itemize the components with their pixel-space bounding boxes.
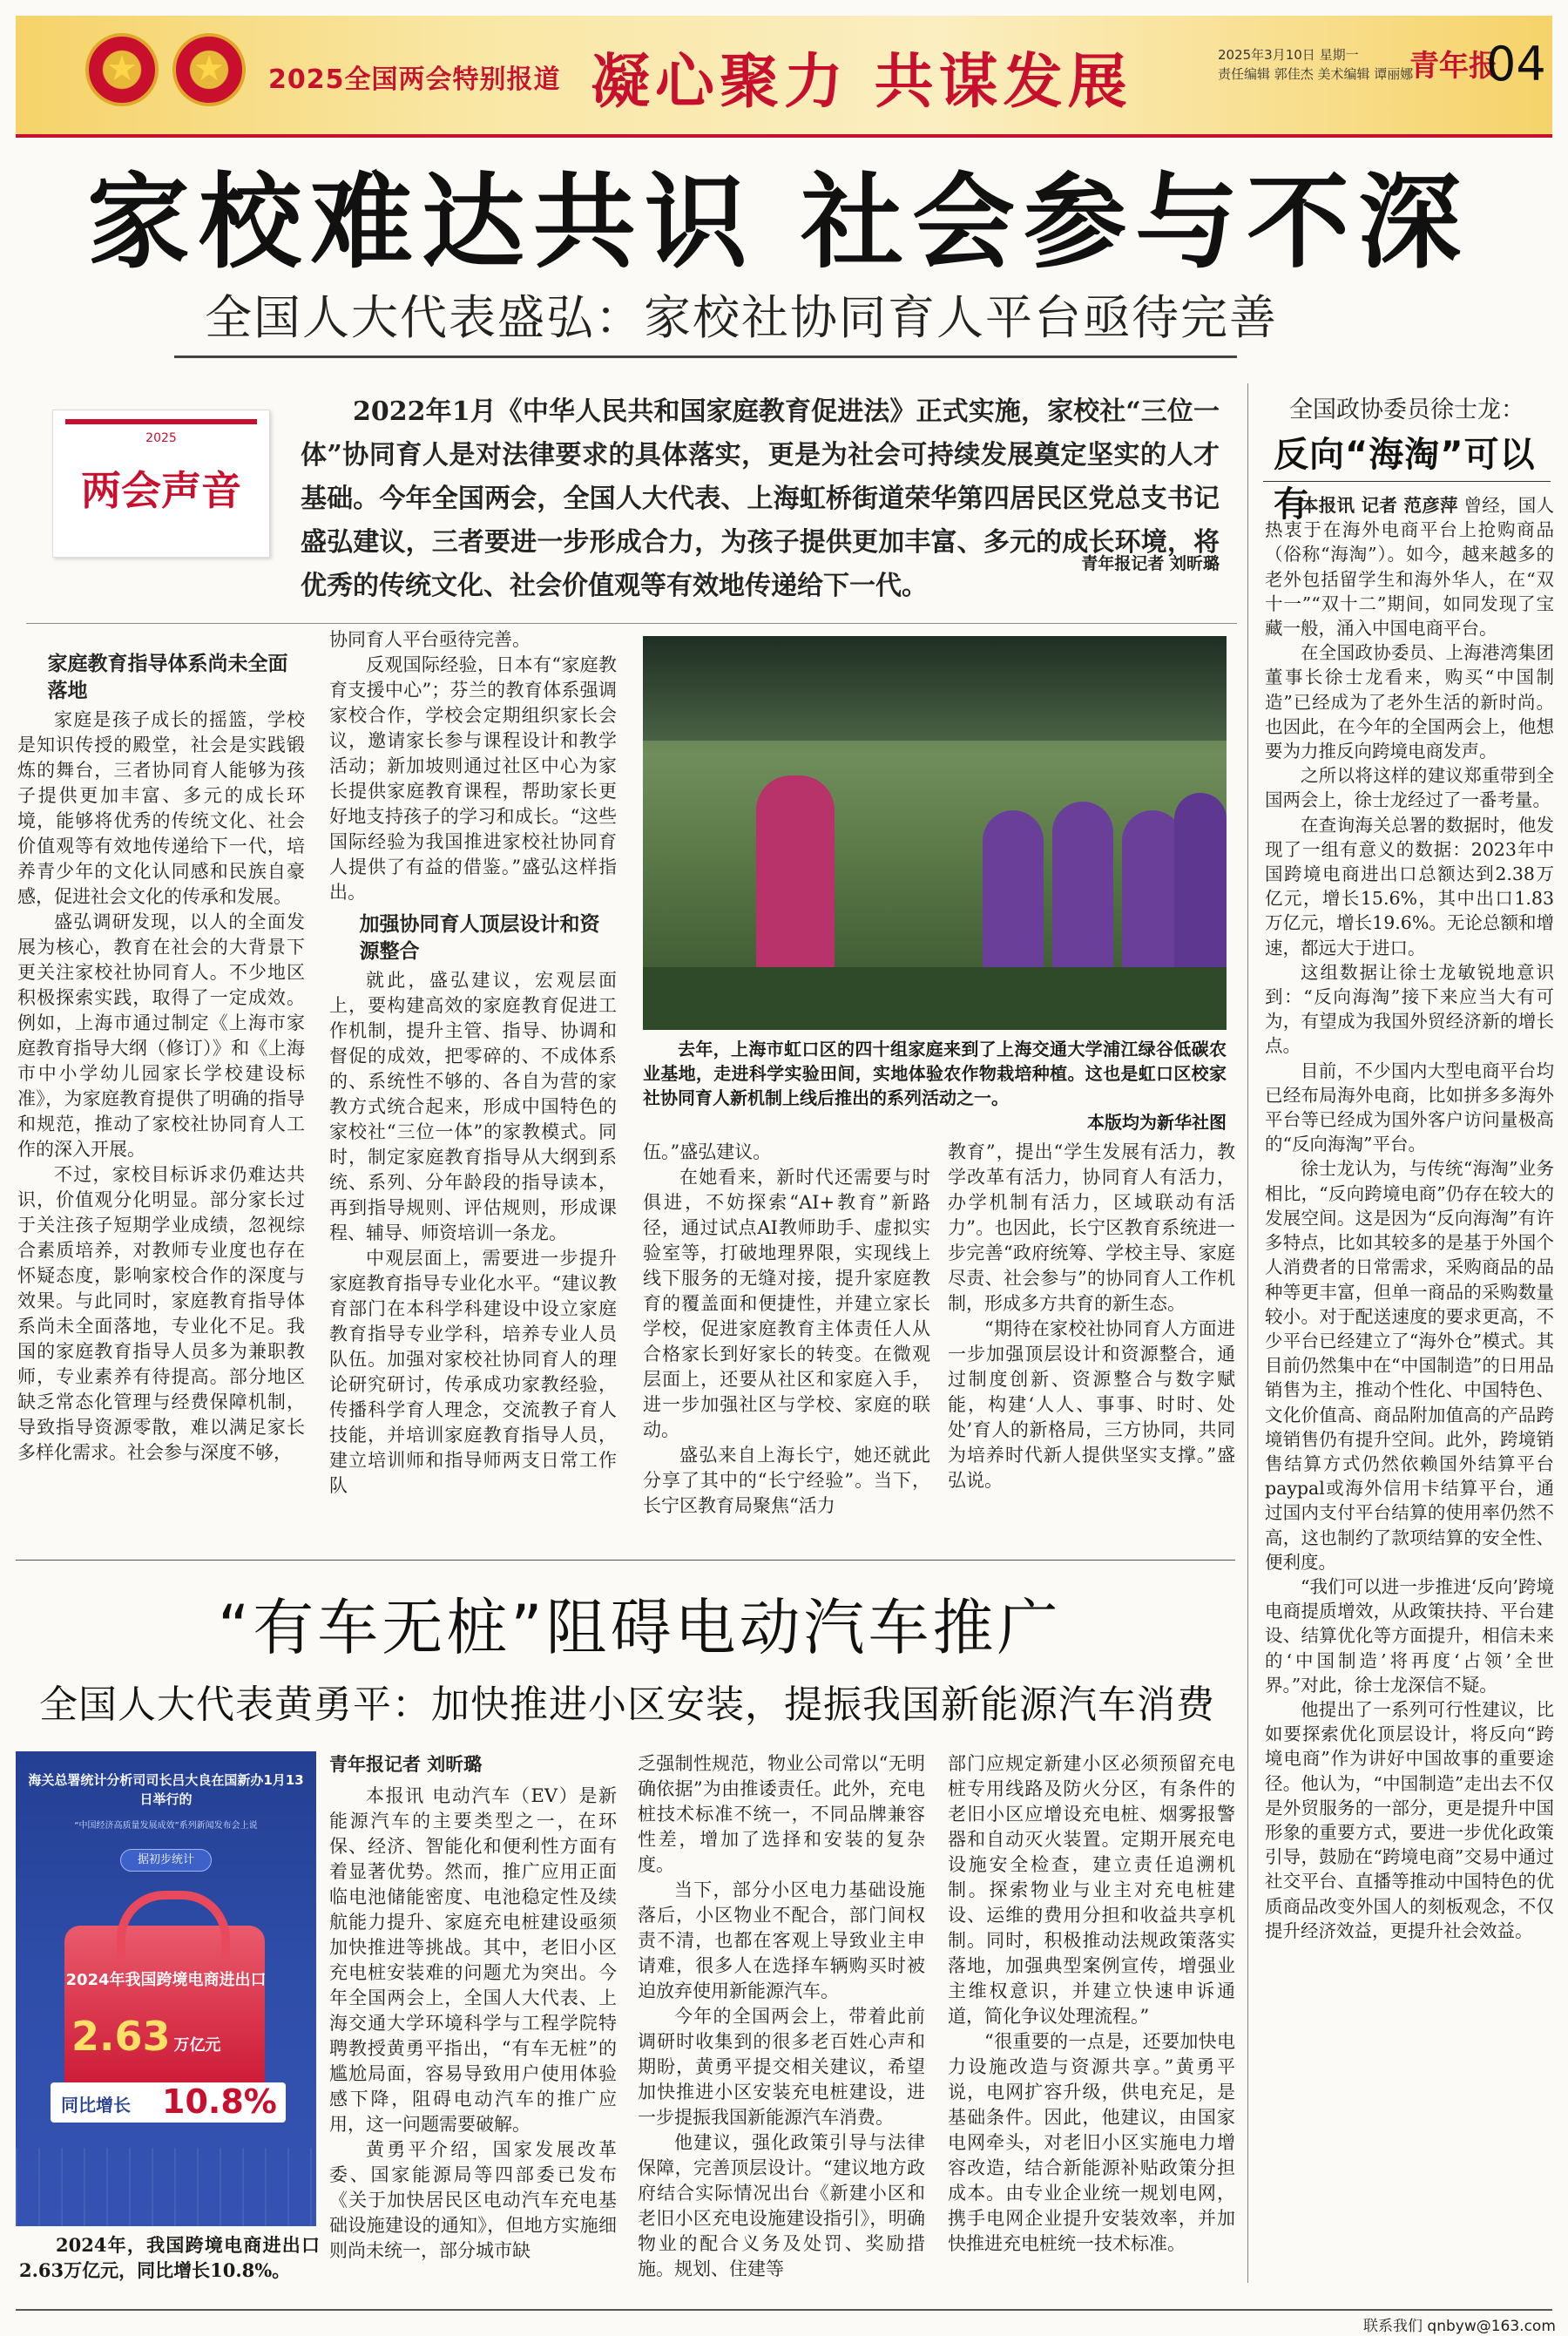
info-growth-value: 10.8% bbox=[162, 2082, 277, 2121]
article1-lead: 2022年1月《中华人民共和国家庭教育促进法》正式实施，家校社“三位一体”协同育人是对法律要求的具体落实，更是为社会可持续发展奠定坚实的人才基础。今年全国两会，全国人大代表、上海虹桥街道荣华第四居民区党总支书记盛弘建议，三者要进一步形成合力，为孩子提供更加丰富、多元的成长环境，将优秀的传统文化、社会价值观等有效地传递给下一代。 bbox=[301, 396, 1220, 601]
national-emblem-icon bbox=[85, 33, 159, 106]
paragraph: 教育”，提出“学生发展有活力，教学改革有活力，协同育人有活力，办学机制有活力，区域联动有活力”。也因此，长宁区教育系统进一步完善“政府统筹、学校主导、家庭尽责、社会参与”的协同育人工作机制，形成多方共育的新生态。 bbox=[948, 1141, 1235, 1314]
paragraph: 中观层面上，需要进一步提升家庭教育指导专业化水平。“建议教育部门在本科学科建设中设立家庭教育指导专业学科，培养专业人员队伍。加强对家校社协同育人的理论研究研讨，传承成功家教经验，传播科学育人理念，交流教子育人技能，并培训家庭教育指导人员，建立培训师和指导师两支日常工作队 bbox=[329, 1248, 617, 1496]
paragraph: 不过，家校目标诉求仍难达共识，价值观分化明显。部分家长过于关注孩子短期学业成绩，忽视综合素质培养，对教师专业度也存在怀疑态度，影响家校合作的深度与效果。与此同时，家庭教育指导体系尚未全面落地，专业化不足。我国的家庭教育指导人员多为兼职教师，专业素养有待提高。部分地区缺乏常态化管理与经费保障机制，导致指导资源零散，难以满足家长多样化需求。社会参与深度不够， bbox=[17, 1164, 305, 1463]
header-slogan: 凝心聚力 共谋发展 bbox=[591, 48, 1132, 117]
paragraph: 当下，部分小区电力基础设施落后，小区物业不配合，部门间权责不清，也都在客观上导致业主申请难，很多人在选择车辆购买时被迫放弃使用新能源汽车。 bbox=[638, 1879, 925, 2001]
column-divider bbox=[1247, 383, 1248, 2283]
student-figure bbox=[1174, 793, 1227, 985]
paragraph: 曾经，国人热衷于在海外电商平台上抢购商品（俗称“海淘”）。如今，越来越多的老外包括留学生和海外华人，在“双十一”“双十二”期间，如同发现了宝藏一般，涌入中国电商平台。 bbox=[1265, 495, 1554, 640]
info-pill: 据初步统计 bbox=[120, 1849, 212, 1872]
paragraph: 徐士龙认为，与传统“海淘”业务相比，“反向跨境电商”仍存在较大的发展空间。这是因为“反向海淘”有许多特点，比如其较多的是基于外国个人消费者的日常需求，采购商品的品种等更丰富，但单一商品的采购数量较小。对于配送速度的要求更高，不少平台已经建立了“海外仓”模式。其目前仍然集中在“中国制造”的日用品销售为主，推动个性化、中国特色、文化价值高、商品附加值高的产品跨境销售仍有提升空间。此外，跨境销售结算方式仍然依赖国外结算平台paypal或海外信用卡结算平台，通过国内支付平台结算的使用率仍然不高，这也制约了款项结算的安全性、便利度。 bbox=[1265, 1158, 1554, 1573]
paragraph: 乏强制性规范，物业公司常以“无明确依据”为由推诿责任。此外，充电桩技术标准不统一，不同品牌兼容性差，增加了选择和安装的复杂度。 bbox=[638, 1753, 925, 1875]
field-trip-photo bbox=[643, 636, 1227, 1030]
paragraph: 在查询海关总署的数据时，他发现了一组有意义的数据：2023年中国跨境电商进出口总额达到2.38万亿元，增长15.6%，其中出口1.83万亿元，增长19.6%。无论总额和增速，都远大于进口。 bbox=[1265, 814, 1554, 958]
article2-subtitle: 全国人大代表黄勇平：加快推进小区安装，提振我国新能源汽车消费 bbox=[39, 1683, 1215, 1727]
page-number: 04 bbox=[1486, 37, 1546, 91]
article1-col3 bbox=[643, 1140, 930, 1519]
paragraph: 反观国际经验，日本有“家庭教育支援中心”；芬兰的教育体系强调家校合作，学校会定期组织家长会议，邀请家长参与课程设计和教学活动；新加坡则通过社区中心为家长提供家庭教育课程，帮助家长更好地支持孩子的学习和成长。“这些国际经验为我国推进家校社协同育人提供了有益的借鉴。”盛弘这样指出。 bbox=[329, 654, 617, 903]
side-article-body bbox=[1265, 493, 1554, 1943]
paragraph: 在她看来，新时代还需要与时俱进，不妨探索“AI+教育”新路径，通过试点AI教师助手、虚拟实验室等，打破地理界限，实现线上线下服务的无缝对接，提升家庭教育的覆盖面和便捷性，并建立家长学校，促进家庭教育主体责任人从合格家长到好家长的转变。在微观层面上，还要从社区和家庭入手，进一步加强社区与学校、家庭的联动。 bbox=[643, 1167, 930, 1440]
cppcc-emblem-icon bbox=[172, 33, 246, 106]
photo-credit: 本版均为新华社图 bbox=[1087, 1112, 1227, 1133]
paragraph: 之所以将这样的建议郑重带到全国两会上，徐士龙经过了一番考量。 bbox=[1265, 765, 1554, 811]
side-article-title: 反向“海淘”可以有 bbox=[1274, 435, 1536, 525]
paragraph: 目前，不少国内大型电商平台均已经布局海外电商，比如拼多多海外平台等已经成为国外客户访问量极高的“反向海淘”平台。 bbox=[1265, 1060, 1554, 1155]
article1-subhead2: 加强协同育人顶层设计和资源整合 bbox=[359, 912, 600, 963]
paragraph: 就此，盛弘建议，宏观层面上，要构建高效的家庭教育促进工作机制，提升主管、指导、协调和督促的成效，把零碎的、不成体系的、系统性不够的、各自为营的家教方式统合起来，形成中国特色的家校社“三位一体”的家教模式。同时，制定家庭教育指导从大纲到系统、系列、分年龄段的指导读本，再到指导规则、评估规则，形成课程、辅导、师资培训一条龙。 bbox=[329, 970, 617, 1243]
side-article-kicker: 全国政协委员徐士龙： bbox=[1289, 396, 1524, 423]
newspaper-logo: 青年报 bbox=[1409, 49, 1498, 84]
paragraph: 协同育人平台亟待完善。 bbox=[329, 629, 531, 650]
article1-subtitle: 全国人大代表盛弘：家校社协同育人平台亟待完善 bbox=[205, 290, 1278, 345]
cross-border-ecommerce-infographic bbox=[16, 1751, 316, 2226]
paragraph: “很重要的一点是，还要加快电力设施改造与资源共享。”黄勇平说，电网扩容升级，供电充足，是基础条件。因此，他建议，由国家电网牵头，对老旧小区实施电力增容改造，结合新能源补贴政策分担成本。由专业企业统一规划电网，携手电网企业提升安装效率，并加快推进充电桩统一技术标准。 bbox=[948, 2031, 1235, 2254]
section-divider bbox=[26, 623, 1237, 624]
photo-caption-block bbox=[643, 1037, 1227, 1134]
paragraph: “期待在家校社协同育人方面进一步加强顶层设计和资源整合，通过制度创新、资源整合与数字赋能，构建‘人人、事事、时时、处处’育人的新格局，三方协同，共同为培养时代新人提供坚实支撑。”盛弘说。 bbox=[948, 1318, 1235, 1491]
paragraph: 伍。”盛弘建议。 bbox=[643, 1141, 772, 1162]
info-growth-label: 同比增长 bbox=[61, 2095, 131, 2116]
crop-rows bbox=[643, 967, 1227, 1030]
info-source-line: 海关总署统计分析司司长吕大良在国新办1月13日举行的 bbox=[28, 1772, 304, 1807]
info-growth-box bbox=[51, 2082, 286, 2123]
info-value-unit: 万亿元 bbox=[173, 2036, 221, 2055]
badge-text: 两会声音 bbox=[81, 467, 241, 514]
article2-col2 bbox=[638, 1751, 925, 2282]
page-header bbox=[16, 16, 1552, 138]
article1-col4 bbox=[948, 1140, 1235, 1493]
infographic-caption: 2024年，我国跨境电商进出口2.63万亿元，同比增长10.8%。 bbox=[19, 2234, 320, 2281]
paragraph: 他提出了一系列可行性建议，比如要探索优化顶层设计，将反向“跨境电商”作为讲好中国故事的重要途径。他认为，“中国制造”走出去不仅是外贸服务的一部分，更是提升中国形象的重要方式，要进一步优化政策引导，鼓励在“跨境电商”交易中通过社交平台、直播等推动中国特色的优质商品改变外国人的刻板观念，不仅提升经济效益，更提升社会效益。 bbox=[1265, 1698, 1554, 1941]
paragraph: “我们可以进一步推进‘反向’跨境电商提质增效，从政策扶持、平台建设、结算优化等方面提升，相信未来的‘中国制造’将再度‘占领’全世界。”对此，徐士龙深信不疑。 bbox=[1265, 1575, 1554, 1696]
side-divider bbox=[1263, 481, 1551, 482]
paragraph: 黄勇平介绍，国家发展改革委、国家能源局等四部委已发布《关于加快居民区电动汽车充电基础设施建设的通知》，但地方实施细则尚未统一，部分城市缺 bbox=[329, 2139, 617, 2261]
two-sessions-badge bbox=[52, 410, 270, 558]
student-figure bbox=[1052, 802, 1113, 985]
paragraph: 盛弘来自上海长宁，她还就此分享了其中的“长宁经验”。当下，长宁区教育局聚焦“活力 bbox=[643, 1445, 930, 1516]
side-byline: 本报讯 记者 范彦萍 bbox=[1301, 495, 1458, 516]
info-value bbox=[71, 2013, 221, 2060]
info-event-line: “中国经济高质量发展成效”系列新闻发布会上说 bbox=[74, 1821, 258, 1831]
article2-col3 bbox=[948, 1751, 1235, 2257]
article2-col1 bbox=[329, 1751, 617, 2264]
article2-title: “有车无桩”阻碍电动汽车推广 bbox=[218, 1592, 1062, 1663]
paragraph: 在全国政协委员、上海港湾集团董事长徐士龙看来，购买“中国制造”已经成为了老外生活的新时尚。也因此，在今年的全国两会上，他想要为力推反向跨境电商发声。 bbox=[1265, 642, 1554, 762]
student-figure bbox=[983, 810, 1044, 985]
article1-col1 bbox=[17, 645, 305, 1466]
badge-bar bbox=[65, 419, 257, 424]
paragraph: 家庭是孩子成长的摇篮，学校是知识传授的殿堂，社会是实践锻炼的舞台，三者协同育人能够为孩子提供更加丰富、多元的成长环境，能够将优秀的传统文化、社会价值观等有效地传递给下一代，培养青少年的文化认同感和民族自豪感，促进社会文化的传承和发展。 bbox=[17, 709, 305, 907]
title-divider bbox=[174, 355, 1237, 358]
info-year-label: 2024年我国跨境电商进出口 bbox=[65, 1971, 267, 1989]
article1-col2 bbox=[329, 627, 617, 1499]
paragraph: 今年的全国两会上，带着此前调研时收集到的很多老百姓心声和期盼，黄勇平提交相关建议，希望加快推进小区安装充电桩建设，进一步提振我国新能源汽车消费。 bbox=[638, 2006, 925, 2128]
paragraph: 盛弘调研发现，以人的全面发展为核心，教育在社会的大背景下更关注家校社协同育人。不少地区积极探索实践，取得了一定成效。例如，上海市通过制定《上海市家庭教育指导大纲（修订）》和《上海市中小学幼儿园家长学校建设标准》，为家庭教育提供了明确的指导和规范，推动了家校社协同育人工作的深入开展。 bbox=[17, 911, 305, 1160]
footer-rule bbox=[16, 2309, 1552, 2311]
footer-contact: 联系我们 qnbyw@163.com bbox=[1363, 2318, 1556, 2335]
paragraph: 本报讯 电动汽车（EV）是新能源汽车的主要类型之一，在环保、经济、智能化和便利性方面有着显著优势。然而，推广应用正面临电池储能密度、电池稳定性及续航能力提升、家庭充电桩建设亟须加快推进等挑战。其中，老旧小区充电桩安装难的问题尤为突出。今年全国两会上，全国人大代表、上海交通大学环境科学与工程学院特聘教授黄勇平指出，“有车无桩”的尴尬局面，容易导致用户使用体验感下降，阻碍电动汽车的推广应用，这一问题需要破解。 bbox=[329, 1785, 617, 2135]
greenhouse-roof bbox=[643, 636, 1227, 741]
article1-byline: 青年报记者 刘昕璐 bbox=[1081, 554, 1220, 573]
editors: 责任编辑 郭佳杰 美术编辑 谭丽娜 bbox=[1218, 66, 1414, 82]
paragraph: 这组数据让徐士龙敏锐地意识到：“反向海淘”接下来应当大有可为，有望成为我国外贸经济新的增长点。 bbox=[1265, 961, 1554, 1057]
article2-byline: 青年报记者 刘昕璐 bbox=[329, 1753, 483, 1775]
paragraph: 他建议，强化政策引导与法律保障，完善顶层设计。“建议地方政府结合实际情况出台《新建小区和老旧小区充电设施建设指引》，明确物业的配合义务及处罚、奖励措施。规划、住建等 bbox=[638, 2132, 925, 2279]
article2-top-rule bbox=[16, 1560, 1235, 1561]
city-skyline-decor bbox=[16, 2148, 316, 2226]
article1-subhead1: 家庭教育指导体系尚未全面落地 bbox=[47, 652, 288, 702]
issue-date: 2025年3月10日 星期一 bbox=[1218, 47, 1359, 63]
paragraph: 部门应规定新建小区必须预留充电桩专用线路及防火分区，有条件的老旧小区应增设充电桩、烟雾报警器和自动灭火装置。定期开展充电设施安全检查，建立责任追溯机制。探索物业与业主对充电桩建设、运维的费用分担和收益共享机制。同时，积极推动法规政策落实落地，加强典型案例宣传，增强业主维权意识，并建立快速申诉通道，简化争议处理流程。” bbox=[948, 1753, 1235, 2027]
header-date-editors bbox=[1218, 45, 1413, 84]
info-value-number: 2.63 bbox=[71, 2013, 171, 2060]
photo-caption: 去年，上海市虹口区的四十组家庭来到了上海交通大学浦江绿谷低碳农业基地，走进科学实验田间，实地体验农作物栽培种植。这也是虹口区校家社协同育人新机制上线后推出的系列活动之一。 bbox=[643, 1039, 1227, 1108]
special-report-label: 2025全国两会特别报道 bbox=[268, 64, 561, 95]
article1-title: 家校难达共识 社会参与不深 bbox=[87, 162, 1470, 282]
badge-year: 2025 bbox=[145, 431, 177, 445]
